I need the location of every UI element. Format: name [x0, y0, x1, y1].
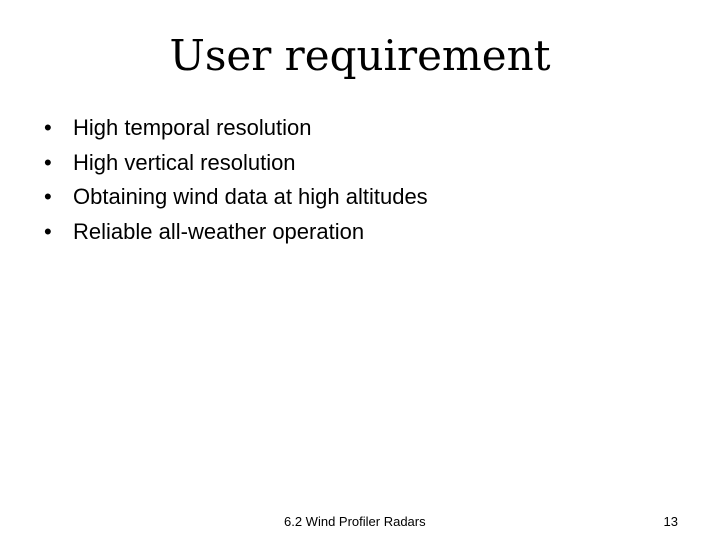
bullet-text: Reliable all-weather operation: [73, 218, 365, 244]
bullet-text: High temporal resolution: [73, 115, 312, 140]
bullet-icon: •: [44, 184, 52, 209]
slide-number: 13: [663, 514, 678, 529]
bullet-text: Obtaining wind data at high altitudes: [73, 184, 428, 209]
slide-footer: 6.2 Wind Profiler Radars: [284, 514, 426, 529]
bullet-text: High vertical resolution: [73, 149, 296, 175]
slide-title: User requirement: [169, 31, 551, 80]
bullet-icon: •: [44, 218, 52, 244]
bullet-icon: •: [44, 115, 52, 140]
bullet-icon: •: [44, 149, 52, 175]
